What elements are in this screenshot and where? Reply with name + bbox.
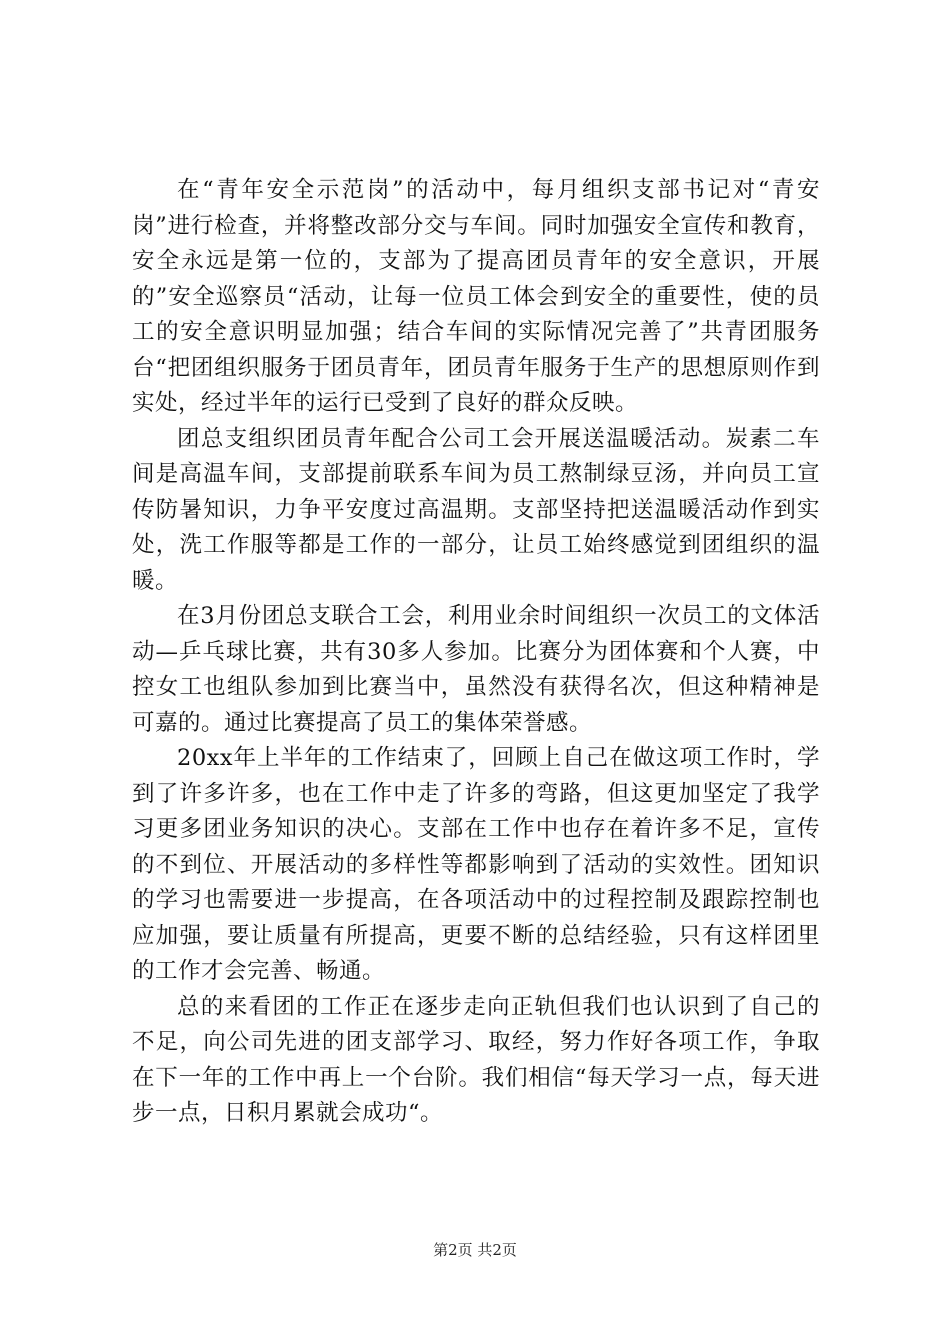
paragraph-table-tennis: 在3月份团总支联合工会，利用业余时间组织一次员工的文体活动—乒乓球比赛，共有30多人参加。比赛分为团体赛和个人赛，中控女工也组队参加到比赛当中，虽然没有获得名次，但这种精神是可嘉的。通过比赛提高了员工的集体荣誉感。: [132, 603, 820, 736]
paragraph-half-year-review: 20xx年上半年的工作结束了，回顾上自己在做这项工作时，学到了许多许多，也在工作中走了许多的弯路，但这更加坚定了我学习更多团业务知识的决心。支部在工作中也存在着许多不足，宣传的不到位、开展活动的多样性等都影响到了活动的实效性。团知识的学习也需要进一步提高，在各项活动中的过程控制及跟踪控制也应加强，要让质量有所提高，更要不断的总结经验，只有这样团里的工作才会完善、畅通。: [132, 745, 820, 984]
page-number-footer: 第2页 共2页: [433, 1241, 517, 1259]
paragraph-safety-demo-post: 在“青年安全示范岗”的活动中，每月组织支部书记对“青安岗”进行检查，并将整改部分交与车间。同时加强安全宣传和教育，安全永远是第一位的，支部为了提高团员青年的安全意识，开展的”安全巡察员“活动，让每一位员工体会到安全的重要性，使的员工的安全意识明显加强；结合车间的实际情况完善了”共青团服务台“把团组织服务于团员青年，团员青年服务于生产的思想原则作到实处，经过半年的运行已受到了良好的群众反映。: [132, 177, 820, 416]
document-body: [132, 173, 820, 1132]
paragraph-conclusion: 总的来看团的工作正在逐步走向正轨但我们也认识到了自己的不足，向公司先进的团支部学习、取经，努力作好各项工作，争取在下一年的工作中再上一个台阶。我们相信“每天学习一点，每天进步一点，日积月累就会成功“。: [132, 993, 820, 1126]
paragraph-warmth-activity: 团总支组织团员青年配合公司工会开展送温暖活动。炭素二车间是高温车间，支部提前联系车间为员工熬制绿豆汤，并向员工宣传防暑知识，力争平安度过高温期。支部坚持把送温暖活动作到实处，洗工作服等都是工作的一部分，让员工始终感觉到团组织的温暖。: [132, 425, 820, 594]
